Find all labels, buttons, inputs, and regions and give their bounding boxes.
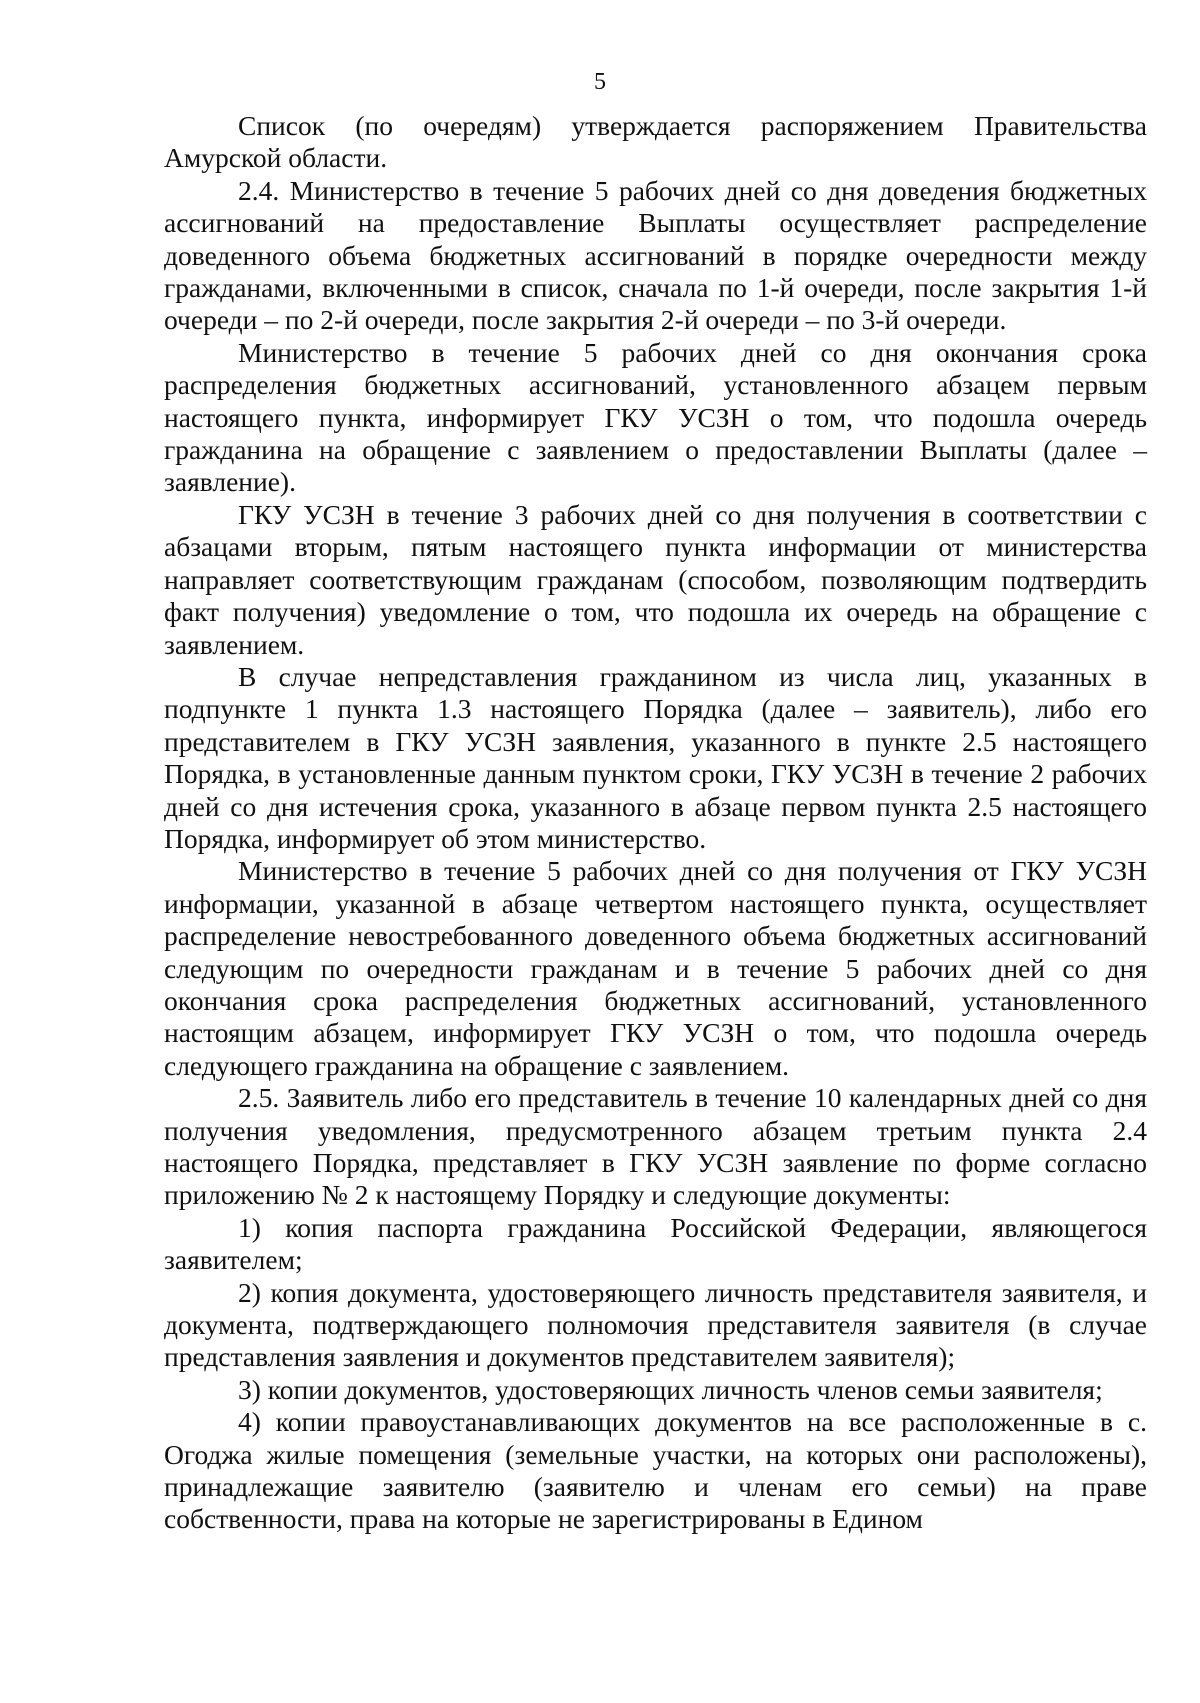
paragraph-non-submission: В случае непредставления гражданином из числа лиц, указанных в подпункте 1 пункта 1.3 настоящего Порядка (далее – заявитель), либо его представителем в ГКУ УСЗН заявления, указанного в пункте 2.5 настоящего Порядка, в установленные данным пунктом сроки, ГКУ УСЗН в течение 2 рабочих дней со дня истечения срока, указанного в абзаце первом пункта 2.5 настоящего Порядка, информирует об этом министерство. [164, 660, 1147, 854]
list-item-3: 3) копии документов, удостоверяющих личность членов семьи заявителя; [238, 1373, 1103, 1405]
page-number: 5 [594, 69, 606, 95]
list-item-4: 4) копии правоустанавливающих документов на все расположенные в с. Огоджа жилые помещения (земельные участки, на которых они расположены), принадлежащие заявителю (заявителю и членам его семьи) на праве собственности, права на которые не зарегистрированы в Едином [164, 1406, 1147, 1535]
paragraph-redistribution: Министерство в течение 5 рабочих дней со дня получения от ГКУ УСЗН информации, указанной в абзаце четвертом настоящего пункта, осуществляет распределение невостребованного доведенного объема бюджетных ассигнований следующим по очередности гражданам и в течение 5 рабочих дней со дня окончания срока распределения бюджетных ассигнований, установленного настоящим абзацем, информирует ГКУ УСЗН о том, что подошла очередь следующего гражданина на обращение с заявлением. [164, 855, 1147, 1081]
paragraph-2-5: 2.5. Заявитель либо его представитель в течение 10 календарных дней со дня получения уведомления, предусмотренного абзацем третьим пункта 2.4 настоящего Порядка, представляет в ГКУ УСЗН заявление по форме согласно приложению № 2 к настоящему Порядку и следующие документы: [164, 1082, 1147, 1211]
list-item-1: 1) копия паспорта гражданина Российской Федерации, являющегося заявителем; [164, 1211, 1147, 1276]
paragraph-ministry-informs: Министерство в течение 5 рабочих дней со дня окончания срока распределения бюджетных ассигнований, установленного абзацем первым настоящего пункта, информирует ГКУ УСЗН о том, что подошла очередь гражданина на обращение с заявлением о предоставлении Выплаты (далее – заявление). [164, 336, 1147, 498]
paragraph-gku-notification: ГКУ УСЗН в течение 3 рабочих дней со дня получения в соответствии с абзацами вторым, пятым настоящего пункта информации от министерства направляет соответствующим гражданам (способом, позволяющим подтвердить факт получения) уведомление о том, что подошла их очередь на обращение с заявлением. [164, 498, 1147, 660]
paragraph-list-approval: Список (по очередям) утверждается распоряжением Правительства Амурской области. [164, 110, 1147, 174]
paragraph-2-4: 2.4. Министерство в течение 5 рабочих дней со дня доведения бюджетных ассигнований на предоставление Выплаты осуществляет распределение доведенного объема бюджетных ассигнований в порядке очередности между гражданами, включенными в список, сначала по 1-й очереди, после закрытия 1-й очереди – по 2-й очереди, после закрытия 2-й очереди – по 3-й очереди. [164, 174, 1147, 336]
document-body [164, 110, 1147, 1536]
list-item-2: 2) копия документа, удостоверяющего личность представителя заявителя, и документа, подтверждающего полномочия представителя заявителя (в случае представления заявления и документов представителем заявителя); [164, 1276, 1147, 1373]
